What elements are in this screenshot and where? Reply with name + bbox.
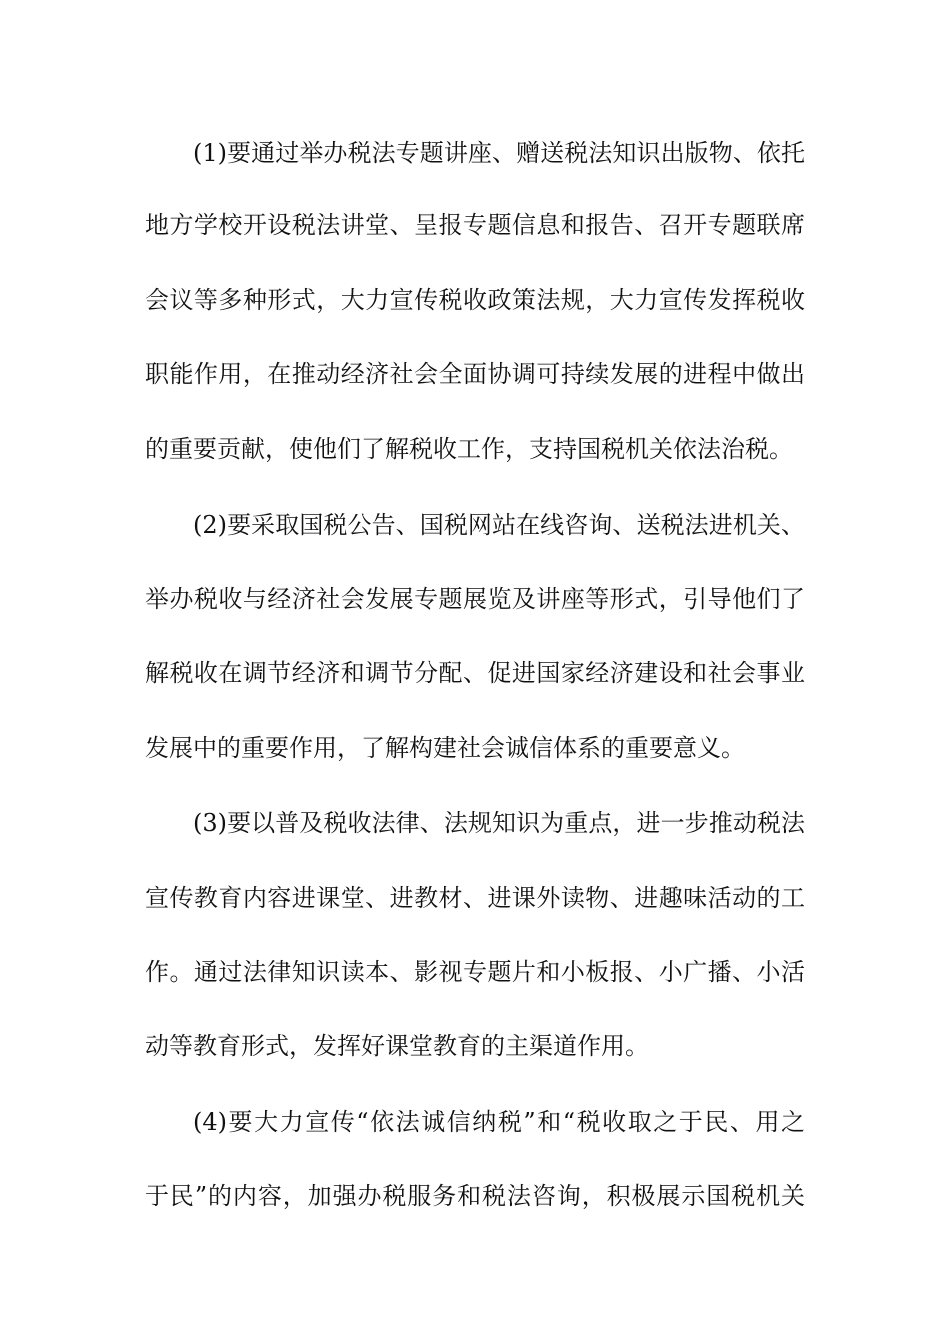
paragraph-3-line-2: 宣传教育内容进课堂、进教材、进课外读物、进趣味活动的工 xyxy=(145,884,805,912)
paragraph-2-line-2: 举办税收与经济社会发展专题展览及讲座等形式，引导他们了 xyxy=(145,585,805,613)
paragraph-3-line-3: 作。通过法律知识读本、影视专题片和小板报、小广播、小活 xyxy=(145,958,805,986)
paragraph-1-line-2: 地方学校开设税法讲堂、呈报专题信息和报告、召开专题联席 xyxy=(145,211,805,239)
paragraph-1-line-5: 的重要贡献，使他们了解税收工作，支持国税机关依法治税。 xyxy=(145,435,793,463)
paragraph-2-line-4: 发展中的重要作用，了解构建社会诚信体系的重要意义。 xyxy=(145,734,745,762)
paragraph-2-line-1: (2)要采取国税公告、国税网站在线咨询、送税法进机关、 xyxy=(193,511,805,539)
paragraph-4-line-1: (4)要大力宣传“依法诚信纳税”和“税收取之于民、用之 xyxy=(193,1108,805,1136)
paragraph-3-line-1: (3)要以普及税收法律、法规知识为重点，进一步推动税法 xyxy=(193,809,805,837)
paragraph-1-line-4: 职能作用，在推动经济社会全面协调可持续发展的进程中做出 xyxy=(145,360,805,388)
paragraph-1-line-3: 会议等多种形式，大力宣传税收政策法规，大力宣传发挥税收 xyxy=(145,286,805,314)
paragraph-2-line-3: 解税收在调节经济和调节分配、促进国家经济建设和社会事业 xyxy=(145,659,805,687)
paragraph-3-line-4: 动等教育形式，发挥好课堂教育的主渠道作用。 xyxy=(145,1032,649,1060)
paragraph-4-line-2: 于民”的内容，加强办税服务和税法咨询，积极展示国税机关 xyxy=(145,1182,805,1210)
paragraph-1-line-1: (1)要通过举办税法专题讲座、赠送税法知识出版物、依托 xyxy=(193,139,805,167)
